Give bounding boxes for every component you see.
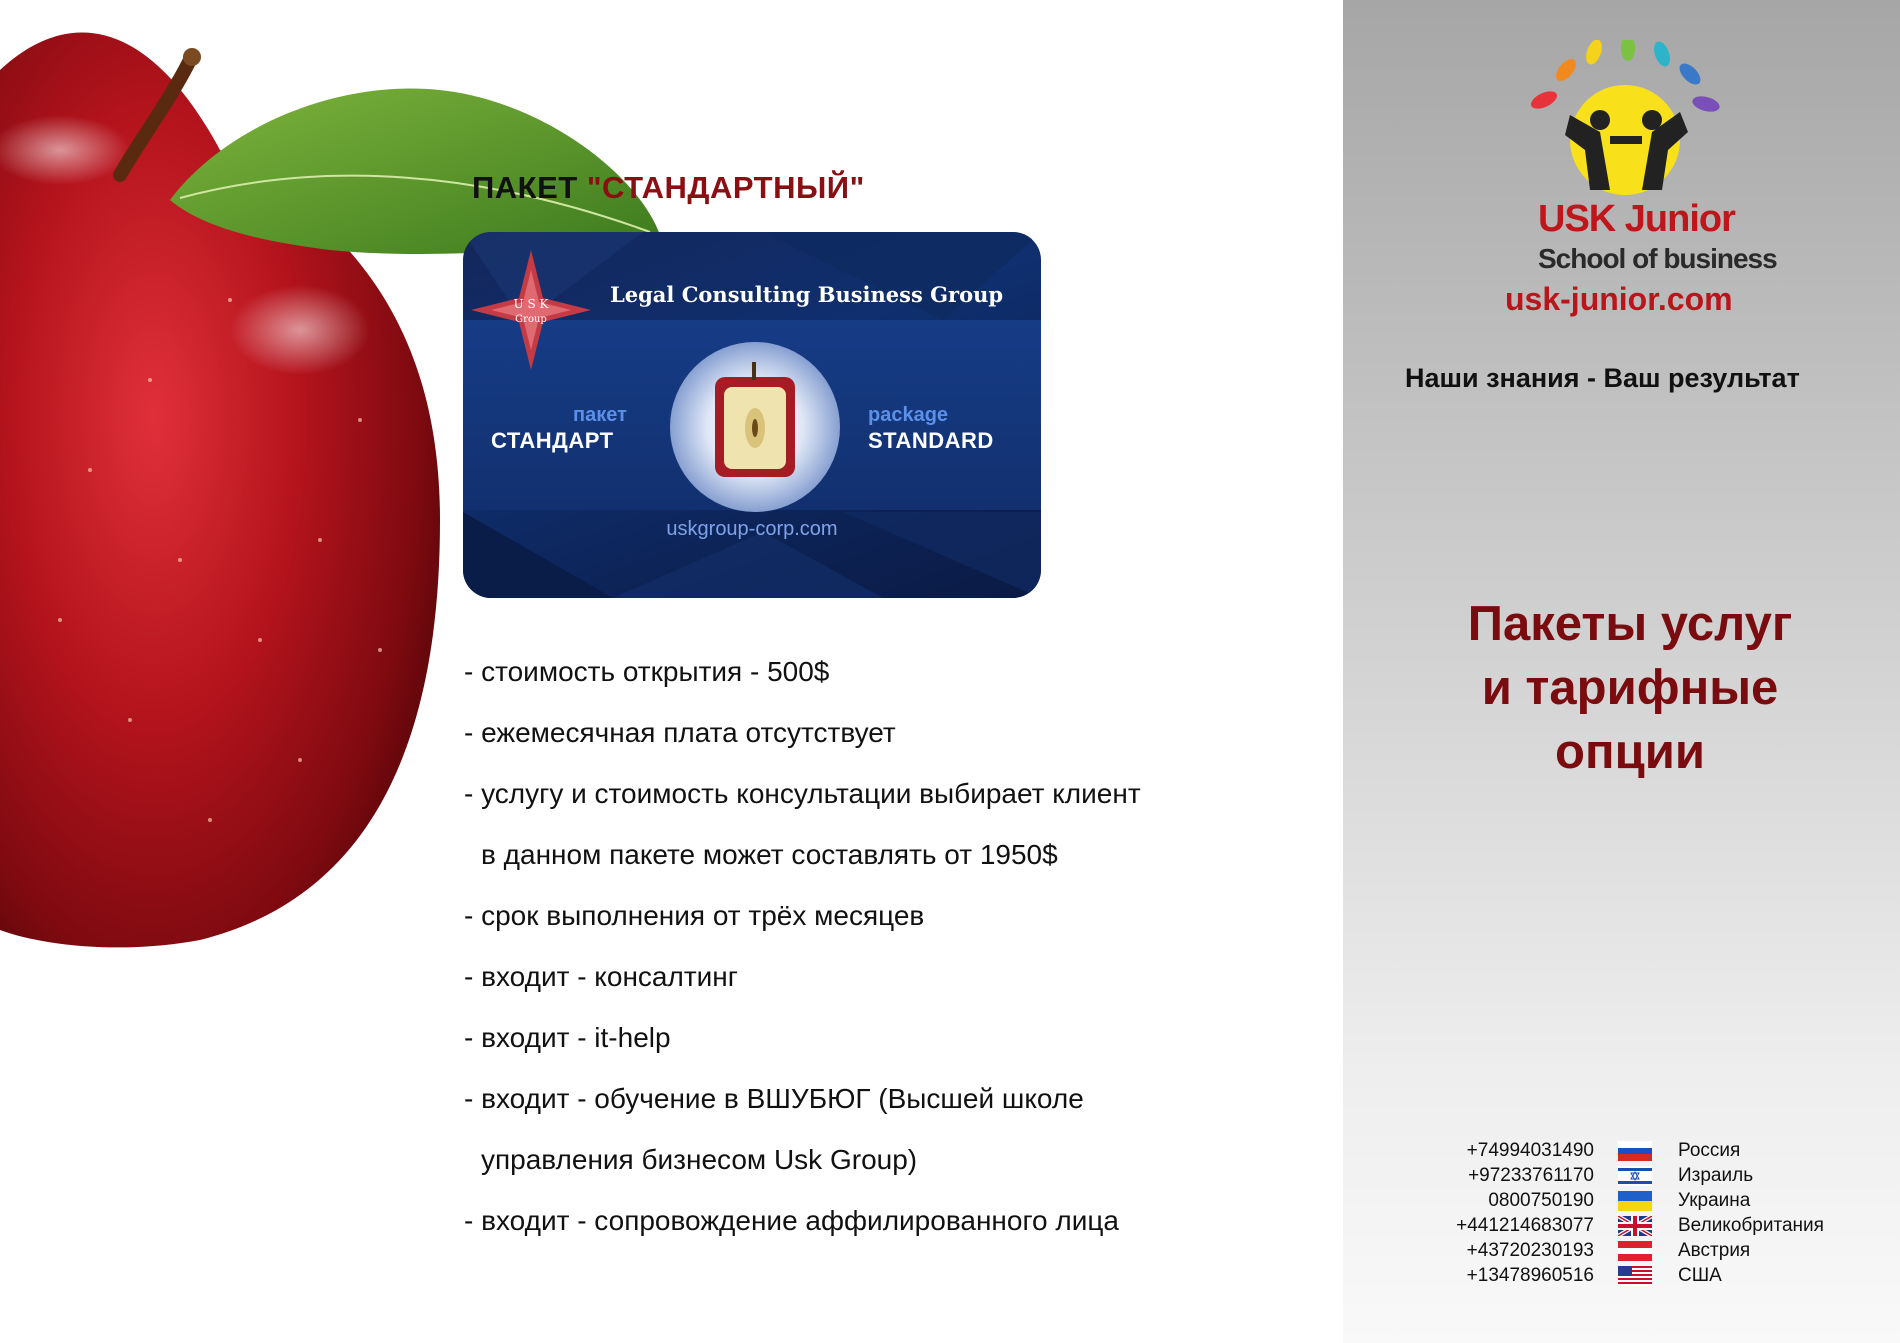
card-en-big: STANDARD <box>868 428 994 453</box>
headline-line: и тарифные <box>1481 661 1779 715</box>
country-name: США <box>1678 1264 1722 1286</box>
contact-row <box>1430 1163 1824 1188</box>
usa-flag-icon <box>1618 1266 1652 1286</box>
card-website-link[interactable]: uskgroup-corp.com <box>666 518 838 540</box>
detail-item: - ежемесячная плата отсутствует <box>464 717 896 748</box>
headline-line: опции <box>1555 725 1705 779</box>
svg-text:Group: Group <box>515 314 547 325</box>
square-apple-icon <box>710 362 800 492</box>
contact-row <box>1430 1138 1824 1163</box>
headline <box>1400 592 1860 784</box>
package-title-name: "СТАНДАРТНЫЙ" <box>586 170 865 205</box>
brand-url-link[interactable]: usk-junior.com <box>1505 281 1733 317</box>
israel-flag-icon <box>1618 1166 1652 1186</box>
phone-number[interactable]: +74994031490 <box>1466 1139 1594 1161</box>
svg-text:U S K: U S K <box>513 297 549 311</box>
detail-item: - входит - it-help <box>464 1022 671 1053</box>
detail-item: - стоимость открытия - 500$ <box>464 656 830 687</box>
contact-row <box>1430 1188 1824 1213</box>
usk-group-logo-icon <box>471 250 591 370</box>
detail-item: - входит - сопровождение аффилированного лица <box>464 1205 1119 1236</box>
card-en-small: package <box>868 404 949 426</box>
country-name: Австрия <box>1678 1239 1751 1261</box>
slogan: Наши знания - Ваш результат <box>1405 363 1800 393</box>
country-name: Украина <box>1678 1189 1751 1211</box>
phone-number[interactable]: +13478960516 <box>1466 1264 1594 1286</box>
contact-row <box>1430 1263 1824 1288</box>
detail-item: - услугу и стоимость консультации выбирает клиент <box>464 778 1141 809</box>
card-ru-small: пакет <box>573 404 627 426</box>
country-name: Великобритания <box>1678 1214 1824 1236</box>
package-details-list <box>464 652 1224 1262</box>
contact-row <box>1430 1213 1824 1238</box>
headline-line: Пакеты услуг <box>1467 597 1793 651</box>
package-card <box>463 232 1041 598</box>
ukraine-flag-icon <box>1618 1191 1652 1211</box>
package-title <box>472 170 865 206</box>
phone-number[interactable]: +97233761170 <box>1468 1164 1594 1186</box>
contacts-list <box>1430 1138 1824 1288</box>
russia-flag-icon <box>1618 1141 1652 1161</box>
phone-number[interactable]: +43720230193 <box>1466 1239 1594 1261</box>
detail-item: - входит - обучение в ВШУБЮГ (Высшей школе <box>464 1083 1084 1114</box>
uk-flag-icon <box>1618 1216 1652 1236</box>
usk-junior-sun-logo-icon <box>1530 40 1730 200</box>
brand-school: School of business <box>1538 243 1777 274</box>
card-ru-big: СТАНДАРТ <box>491 428 614 453</box>
phone-number[interactable]: 0800750190 <box>1488 1189 1594 1211</box>
detail-item: - входит - консалтинг <box>464 961 738 992</box>
detail-item: в данном пакете может составлять от 1950$ <box>481 839 1058 870</box>
detail-item: - срок выполнения от трёх месяцев <box>464 900 925 931</box>
package-title-prefix: ПАКЕТ <box>472 170 587 205</box>
card-company-name: Legal Consulting Business Group <box>610 282 1004 307</box>
country-name: Россия <box>1678 1139 1741 1161</box>
contact-row <box>1430 1238 1824 1263</box>
austria-flag-icon <box>1618 1241 1652 1261</box>
country-name: Израиль <box>1678 1164 1754 1186</box>
brand-name: USK Junior <box>1538 198 1735 240</box>
phone-number[interactable]: +441214683077 <box>1456 1214 1594 1236</box>
detail-item: управления бизнесом Usk Group) <box>481 1144 918 1175</box>
